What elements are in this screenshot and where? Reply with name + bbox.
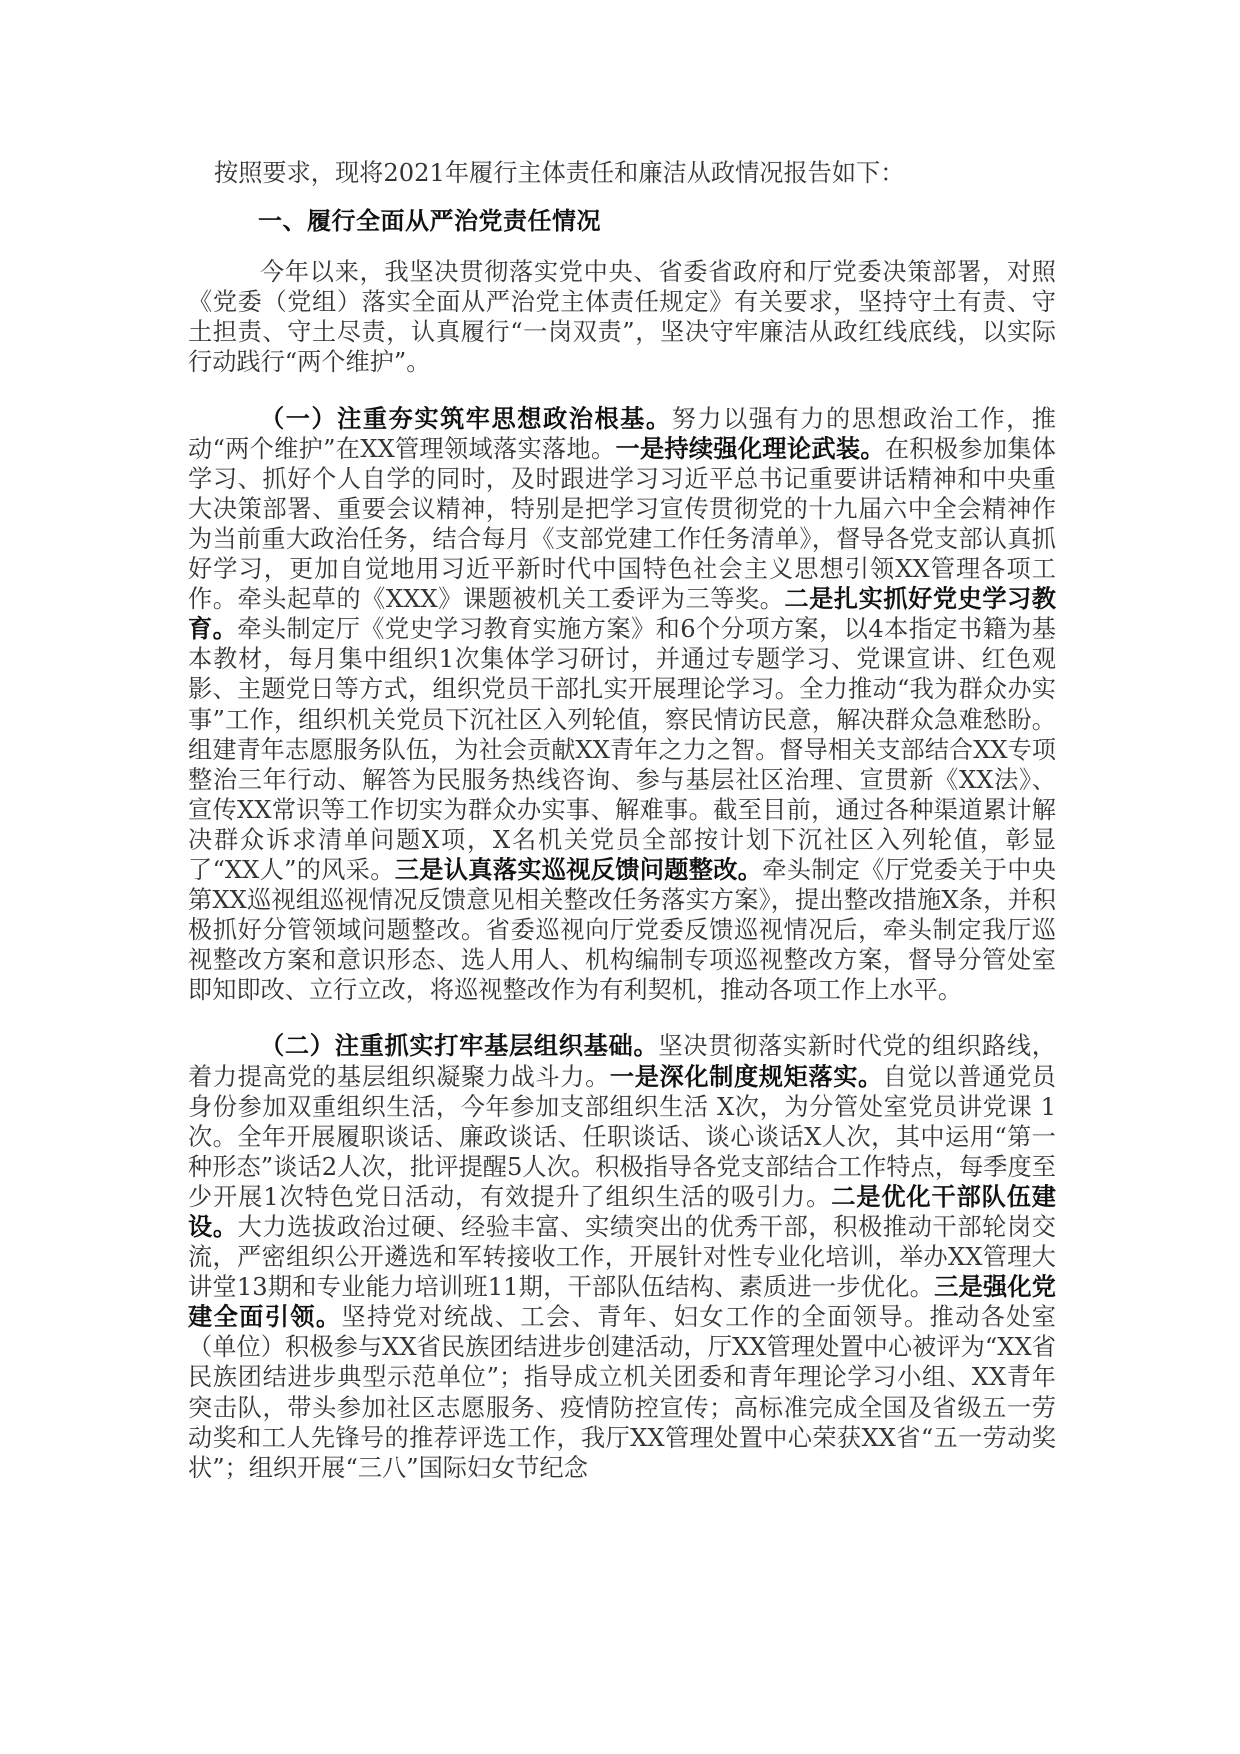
section-2-title: （二）注重抓实打牢基层组织基础。 <box>260 1032 659 1061</box>
section-2-point-2-title: 二是优化干部队伍建设。 <box>188 1182 1056 1241</box>
section-2-point-3-text: 坚持党对统战、工会、青年、妇女工作的全面领导。推动各处室（单位）积极参与XX省民族团结进步创建活动，厅XX管理处置中心被评为“XX省民族团结进步典型示范单位”；指导成立机关团委和青年理论学习小组、XX青年突击队，带头参加社区志愿服务、疫情防控宣传；高标准完成全国及省级五一劳动奖和工人先锋号的推荐评选工作，我厅XX管理处置中心荣获XX省“五一劳动奖状”；组织开展“三八”国际妇女节纪念 <box>188 1303 1056 1482</box>
section-1-point-3-text: 牵头制定《厅党委关于中央第XX巡视组巡视情况反馈意见相关整改任务落实方案》，提出整改措施X条，并积极抓好分管领域问题整改。省委巡视向厅党委反馈巡视情况后，牵头制定我厅巡视整改方案和意识形态、选人用人、机构编制专项巡视整改方案，督导分管处室即知即改、立行立改，将巡视整改作为有利契机，推动各项工作上水平。 <box>188 855 1056 1005</box>
section-2-point-2-text: 大力选拔政治过硬、经验丰富、实绩突出的优秀干部，积极推动干部轮岗交流，严密组织公开遴选和军转接收工作，开展针对性专业化培训，举办XX管理大讲堂13期和专业能力培训班11期，干部队伍结构、素质进一步优化。 <box>188 1213 1056 1302</box>
section-2-lead: 坚决贯彻落实新时代党的组织路线，着力提高党的基层组织凝聚力战斗力。 <box>188 1032 1056 1091</box>
heading-level-1: 一、履行全面从严治党责任情况 <box>258 207 601 236</box>
section-1-paragraph <box>188 404 1056 1006</box>
section-1-point-1-title: 一是持续强化理论武装。 <box>615 434 885 463</box>
document-page <box>188 158 1056 1497</box>
overview-paragraph: 今年以来，我坚决贯彻落实党中央、省委省政府和厅党委决策部署，对照《党委（党组）落实全面从严治党主体责任规定》有关要求，坚持守土有责、守土担责、守土尽责，认真履行“一岗双责”，坚决守牢廉洁从政红线底线，以实际行动践行“两个维护”。 <box>188 258 1056 377</box>
section-2-paragraph <box>188 1031 1056 1482</box>
section-2-point-1-title: 一是深化制度规矩落实。 <box>609 1062 883 1091</box>
section-2-point-1-text: 自觉以普通党员身份参加双重组织生活，今年参加支部组织生活 X次，为分管处室党员讲党课 1 次。全年开展履职谈话、廉政谈话、任职谈话、谈心谈话X人次，其中运用“第一种形态”谈话2人次，批评提醒5人次。积极指导各党支部结合工作特点，每季度至少开展1次特色党日活动，有效提升了组织生活的吸引力。 <box>188 1062 1056 1211</box>
section-1-point-1-text: 在积极参加集体学习、抓好个人自学的同时，及时跟进学习习近平总书记重要讲话精神和中央重大决策部署、重要会议精神，特别是把学习宣传贯彻党的十九届六中全会精神作为当前重大政治任务，结合每月《支部党建工作任务清单》，督导各党支部认真抓好学习，更加自觉地用习近平新时代中国特色社会主义思想引领XX管理各项工作。牵头起草的《XXX》课题被机关工委评为三等奖。 <box>188 434 1056 614</box>
section-1-lead: 努力以强有力的思想政治工作，推动“两个维护”在XX管理领域落实落地。 <box>188 404 1056 463</box>
section-1-point-2-title: 二是扎实抓好党史学习教育。 <box>188 585 1056 644</box>
section-1-point-3-title: 三是认真落实巡视反馈问题整改。 <box>394 855 763 884</box>
section-1-title: （一）注重夯实筑牢思想政治根基。 <box>260 404 672 433</box>
section-2-point-3-title: 三是强化党建全面引领。 <box>188 1273 1056 1332</box>
section-1-point-2-text: 牵头制定厅《党史学习教育实施方案》和6个分项方案，以4本指定书籍为基本教材，每月集中组织1次集体学习研讨，并通过专题学习、党课宣讲、红色观影、主题党日等方式，组织党员干部扎实开展理论学习。全力推动“我为群众办实事”工作，组织机关党员下沉社区入列轮值，察民情访民意，解决群众急难愁盼。组建青年志愿服务队伍，为社会贡献XX青年之力之智。督导相关支部结合XX专项整治三年行动、解答为民服务热线咨询、参与基层社区治理、宣贯新《XX法》、宣传XX常识等工作切实为群众办实事、解难事。截至目前，通过各种渠道累计解决群众诉求清单问题X项，X名机关党员全部按计划下沉社区入列轮值，彰显了“XX人”的风采。 <box>188 615 1056 884</box>
intro-paragraph: 按照要求，现将2021年履行主体责任和廉洁从政情况报告如下： <box>214 159 905 187</box>
